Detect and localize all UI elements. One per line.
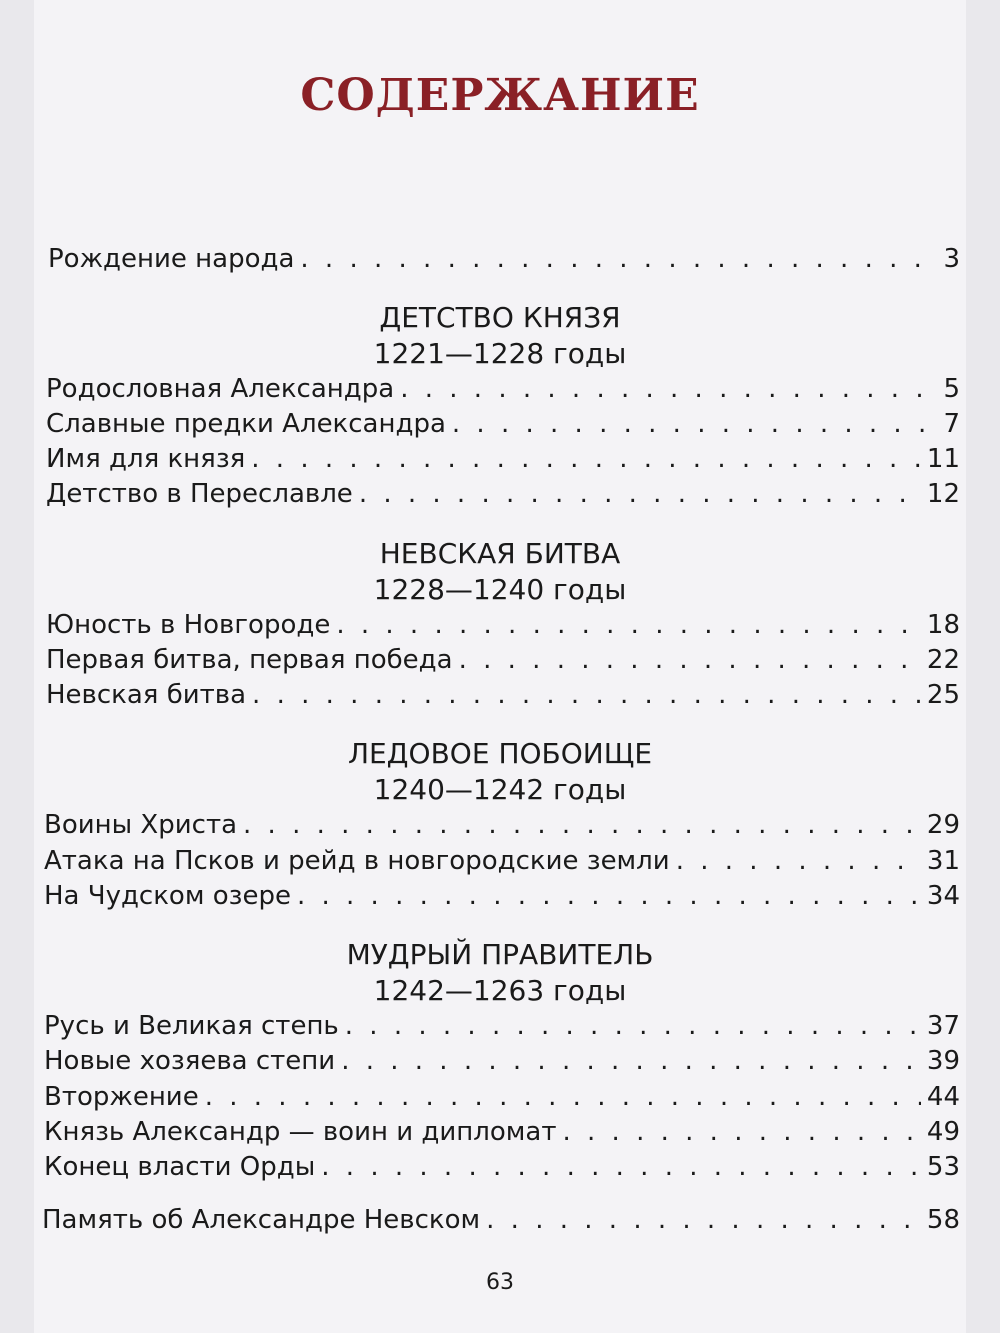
toc-entry: [46, 407, 960, 441]
toc-leader: [321, 1150, 921, 1184]
toc-entry-title: Воины Христа: [44, 810, 238, 840]
toc-entry: [44, 808, 960, 842]
toc-entry: [46, 678, 960, 712]
toc-leader: [400, 372, 934, 406]
toc-entry-page: 5: [943, 374, 960, 404]
toc-entry: [46, 477, 960, 511]
toc-leader: [459, 643, 921, 677]
toc-leader: [336, 608, 921, 642]
toc-entry: [44, 1150, 960, 1184]
toc-entry: [44, 844, 960, 878]
toc-entry-page: 11: [926, 444, 960, 474]
toc-entry-title: Атака на Псков и рейд в новгородские земли: [44, 846, 670, 876]
toc-entry-title: Детство в Переславле: [46, 479, 353, 509]
toc-entry-page: 12: [926, 479, 960, 509]
toc-leader: [345, 1009, 921, 1043]
toc-entry: [44, 1080, 960, 1114]
toc-entry-page: 44: [926, 1082, 960, 1112]
toc-entry-page: 3: [943, 244, 960, 274]
toc-entry-page: 49: [926, 1117, 960, 1147]
toc-entry-title: Русь и Великая степь: [44, 1011, 339, 1041]
toc-entry-title: Рождение народа: [48, 244, 295, 274]
toc-entry-page: 39: [926, 1046, 960, 1076]
toc-entry-page: 58: [926, 1205, 960, 1235]
toc-entry-page: 53: [926, 1152, 960, 1182]
toc-entry-title: Юность в Новгороде: [46, 610, 331, 640]
toc-leader: [486, 1203, 921, 1237]
toc-leader: [676, 844, 921, 878]
toc-leader: [297, 879, 921, 913]
section-years: 1242—1263 годы: [373, 974, 627, 1007]
toc-entry-page: 34: [926, 881, 960, 911]
toc-entry: [42, 1203, 960, 1237]
toc-leader: [251, 442, 921, 476]
toc-entry: [46, 608, 960, 642]
toc-entry-title: Первая битва, первая победа: [46, 645, 453, 675]
toc-entry-title: Князь Александр — воин и дипломат: [44, 1117, 557, 1147]
toc-entry: [46, 643, 960, 677]
section-heading: МУДРЫЙ ПРАВИТЕЛЬ: [346, 938, 654, 971]
toc-leader: [252, 678, 921, 712]
toc-entry: [44, 1009, 960, 1043]
toc-entry-title: Новые хозяева степи: [44, 1046, 336, 1076]
toc-entry-title: Память об Александре Невском: [42, 1205, 481, 1235]
toc-entry-page: 22: [926, 645, 960, 675]
toc-leader: [563, 1115, 921, 1149]
toc-entry-title: Невская битва: [46, 680, 247, 710]
toc-entry-page: 31: [926, 846, 960, 876]
toc-leader: [452, 407, 934, 441]
toc-entry-page: 37: [926, 1011, 960, 1041]
toc-entry-title: Вторжение: [44, 1082, 199, 1112]
page-title: СОДЕРЖАНИЕ: [300, 70, 700, 121]
toc-entry-title: На Чудском озере: [44, 881, 291, 911]
toc-leader: [341, 1044, 921, 1078]
section-years: 1221—1228 годы: [373, 337, 627, 370]
toc-entry-page: 29: [926, 810, 960, 840]
toc-leader: [205, 1080, 921, 1114]
toc-entry: [44, 1115, 960, 1149]
section-heading: ЛЕДОВОЕ ПОБОИЩЕ: [347, 737, 653, 770]
toc-entry-title: Имя для князя: [46, 444, 246, 474]
toc-entry: [46, 442, 960, 476]
toc-entry-page: 25: [926, 680, 960, 710]
toc-entry-title: Конец власти Орды: [44, 1152, 316, 1182]
section-years: 1240—1242 годы: [373, 773, 627, 806]
toc-entry: [44, 879, 960, 913]
section-heading: ДЕТСТВО КНЯЗЯ: [379, 301, 621, 334]
toc-entry-page: 18: [926, 610, 960, 640]
toc-entry: [44, 1044, 960, 1078]
toc-entry: [46, 372, 960, 406]
toc-leader: [359, 477, 921, 511]
page-number: 63: [486, 1270, 514, 1295]
toc-leader: [300, 242, 934, 276]
toc-leader: [243, 808, 921, 842]
toc-entry-title: Родословная Александра: [46, 374, 395, 404]
toc-entry-page: 7: [943, 409, 960, 439]
section-heading: НЕВСКАЯ БИТВА: [379, 537, 621, 570]
toc-entry: [48, 242, 960, 276]
toc-entry-title: Славные предки Александра: [46, 409, 446, 439]
section-years: 1228—1240 годы: [373, 573, 627, 606]
